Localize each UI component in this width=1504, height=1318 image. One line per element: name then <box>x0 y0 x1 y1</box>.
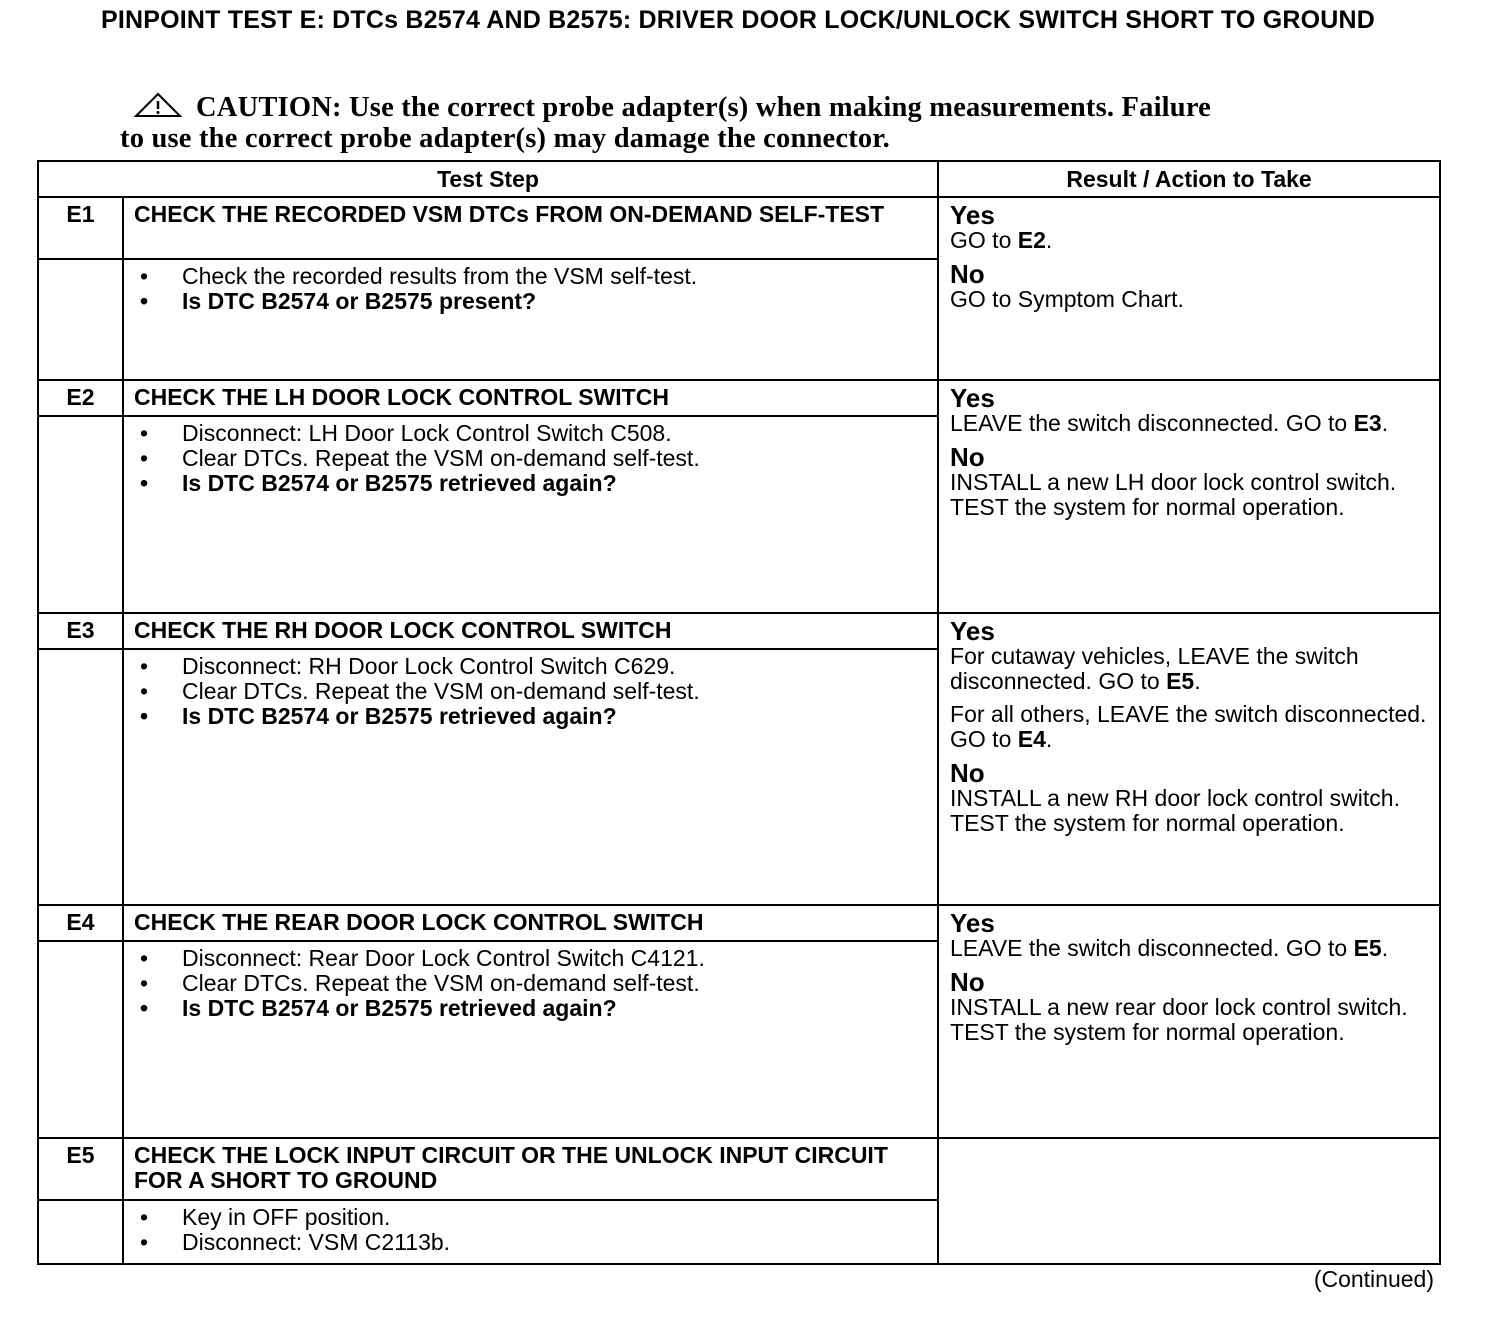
instruction-text: Disconnect: VSM C2113b. <box>182 1229 451 1255</box>
result-yes-label: Yes <box>950 383 995 413</box>
result-no-label: No <box>950 967 985 997</box>
instruction-question <box>134 471 927 496</box>
bullet-icon: • <box>140 263 149 289</box>
step-id-blank <box>38 941 123 1138</box>
step-title-row <box>38 1138 1440 1200</box>
instruction-question <box>134 704 927 729</box>
result-action: LEAVE the switch disconnected. GO to <box>950 410 1354 436</box>
header-result: Result / Action to Take <box>938 161 1440 197</box>
instruction-text: Disconnect: RH Door Lock Control Switch C629. <box>182 653 676 679</box>
instruction-item <box>134 421 927 446</box>
result-action-text <box>950 936 1429 961</box>
table-header-row <box>38 161 1440 197</box>
step-reference-link[interactable]: E2 <box>1017 227 1046 253</box>
instruction-text: Clear DTCs. Repeat the VSM on-demand self-test. <box>182 678 700 704</box>
instruction-text: Check the recorded results from the VSM self-test. <box>182 263 698 289</box>
caution-note <box>120 92 1330 154</box>
result-no-label: No <box>950 259 985 289</box>
result-action-text <box>950 470 1429 520</box>
step-title-row <box>38 380 1440 416</box>
header-test-step: Test Step <box>38 161 938 197</box>
bullet-icon: • <box>140 703 149 729</box>
instruction-list <box>134 1205 927 1255</box>
step-id-blank <box>38 259 123 380</box>
bullet-icon: • <box>140 1204 149 1230</box>
result-action: INSTALL a new rear door lock control switch. TEST the system for normal operation. <box>950 994 1408 1045</box>
result-action-text <box>950 995 1429 1045</box>
instruction-item <box>134 1205 927 1230</box>
caution-text-line2: to use the correct probe adapter(s) may damage the connector. <box>120 123 890 154</box>
instruction-text: Disconnect: LH Door Lock Control Switch C508. <box>182 420 672 446</box>
step-title-row <box>38 197 1440 259</box>
result-action: INSTALL a new RH door lock control switch. TEST the system for normal operation. <box>950 785 1400 836</box>
step-title-row <box>38 905 1440 941</box>
bullet-icon: • <box>140 945 149 971</box>
instruction-item <box>134 971 927 996</box>
step-title: CHECK THE LOCK INPUT CIRCUIT OR THE UNLOCK INPUT CIRCUIT FOR A SHORT TO GROUND <box>123 1138 938 1200</box>
bullet-icon: • <box>140 995 149 1021</box>
step-title: CHECK THE RH DOOR LOCK CONTROL SWITCH <box>123 613 938 649</box>
result-action-text <box>950 786 1429 836</box>
step-id: E3 <box>38 613 123 649</box>
result-action-text <box>950 287 1429 312</box>
question-text: Is DTC B2574 or B2575 retrieved again? <box>182 470 617 496</box>
steps-body <box>38 197 1440 1264</box>
instruction-item <box>134 946 927 971</box>
question-text: Is DTC B2574 or B2575 present? <box>182 288 537 314</box>
step-result <box>938 1138 1440 1264</box>
instruction-list <box>134 421 927 496</box>
result-action-tail: . <box>1045 227 1053 253</box>
step-instructions <box>123 1200 938 1264</box>
step-title-row <box>38 613 1440 649</box>
bullet-icon: • <box>140 653 149 679</box>
bullet-icon: • <box>140 288 149 314</box>
instruction-item <box>134 264 927 289</box>
step-id: E2 <box>38 380 123 416</box>
result-action: For all others, LEAVE the switch disconnected. GO to <box>950 701 1427 752</box>
result-action: For cutaway vehicles, LEAVE the switch disconnected. GO to <box>950 643 1359 694</box>
result-action-text <box>950 411 1429 436</box>
result-yes-label: Yes <box>950 200 995 230</box>
step-id-blank <box>38 1200 123 1264</box>
question-text: Is DTC B2574 or B2575 retrieved again? <box>182 703 617 729</box>
result-yes-label: Yes <box>950 908 995 938</box>
instruction-question <box>134 996 927 1021</box>
step-instructions <box>123 649 938 905</box>
result-action-tail: . <box>1045 726 1053 752</box>
step-result <box>938 197 1440 380</box>
instruction-text: Clear DTCs. Repeat the VSM on-demand self-test. <box>182 445 700 471</box>
step-id: E4 <box>38 905 123 941</box>
pinpoint-test-table <box>37 160 1441 1265</box>
continued-label: (Continued) <box>1313 1266 1434 1292</box>
instruction-item <box>134 654 927 679</box>
step-id: E1 <box>38 197 123 259</box>
instruction-list <box>134 264 927 314</box>
bullet-icon: • <box>140 445 149 471</box>
warning-triangle-icon <box>132 92 184 118</box>
result-action-tail: . <box>1381 935 1389 961</box>
result-action-text <box>950 644 1429 694</box>
result-action: INSTALL a new LH door lock control switch. TEST the system for normal operation. <box>950 469 1397 520</box>
step-id: E5 <box>38 1138 123 1200</box>
instruction-item <box>134 446 927 471</box>
caution-text-line1: Use the correct probe adapter(s) when making measurements. Failure <box>349 92 1212 123</box>
result-action: LEAVE the switch disconnected. GO to <box>950 935 1354 961</box>
bullet-icon: • <box>140 1229 149 1255</box>
caution-label: CAUTION: <box>196 92 342 123</box>
result-no-label: No <box>950 442 985 472</box>
result-action: GO to <box>950 227 1018 253</box>
step-result <box>938 380 1440 613</box>
question-text: Is DTC B2574 or B2575 retrieved again? <box>182 995 617 1021</box>
instruction-text: Clear DTCs. Repeat the VSM on-demand self-test. <box>182 970 700 996</box>
instruction-list <box>134 654 927 729</box>
step-title: CHECK THE LH DOOR LOCK CONTROL SWITCH <box>123 380 938 416</box>
instruction-list <box>134 946 927 1021</box>
step-reference-link[interactable]: E4 <box>1017 726 1046 752</box>
result-action-text <box>950 228 1429 253</box>
step-reference-link[interactable]: E3 <box>1353 410 1382 436</box>
step-title: CHECK THE RECORDED VSM DTCs FROM ON-DEMAND SELF-TEST <box>123 197 938 259</box>
step-instructions <box>123 416 938 613</box>
step-id-blank <box>38 416 123 613</box>
step-id-blank <box>38 649 123 905</box>
bullet-icon: • <box>140 420 149 446</box>
step-result <box>938 613 1440 905</box>
page-title: PINPOINT TEST E: DTCs B2574 AND B2575: DRIVER DOOR LOCK/UNLOCK SWITCH SHORT TO GROUND <box>100 6 1376 34</box>
instruction-item <box>134 1230 927 1255</box>
instruction-question <box>134 289 927 314</box>
instruction-text: Disconnect: Rear Door Lock Control Switch C4121. <box>182 945 705 971</box>
bullet-icon: • <box>140 678 149 704</box>
result-action-text <box>950 702 1429 752</box>
step-instructions <box>123 941 938 1138</box>
step-reference-link[interactable]: E5 <box>1166 668 1195 694</box>
result-no-label: No <box>950 758 985 788</box>
result-action-tail: . <box>1381 410 1389 436</box>
step-title: CHECK THE REAR DOOR LOCK CONTROL SWITCH <box>123 905 938 941</box>
result-action: GO to Symptom Chart. <box>950 286 1184 312</box>
step-instructions <box>123 259 938 380</box>
bullet-icon: • <box>140 470 149 496</box>
result-action-tail: . <box>1194 668 1201 694</box>
step-result <box>938 905 1440 1138</box>
step-reference-link[interactable]: E5 <box>1353 935 1382 961</box>
result-yes-label: Yes <box>950 616 995 646</box>
bullet-icon: • <box>140 970 149 996</box>
instruction-text: Key in OFF position. <box>182 1204 391 1230</box>
instruction-item <box>134 679 927 704</box>
